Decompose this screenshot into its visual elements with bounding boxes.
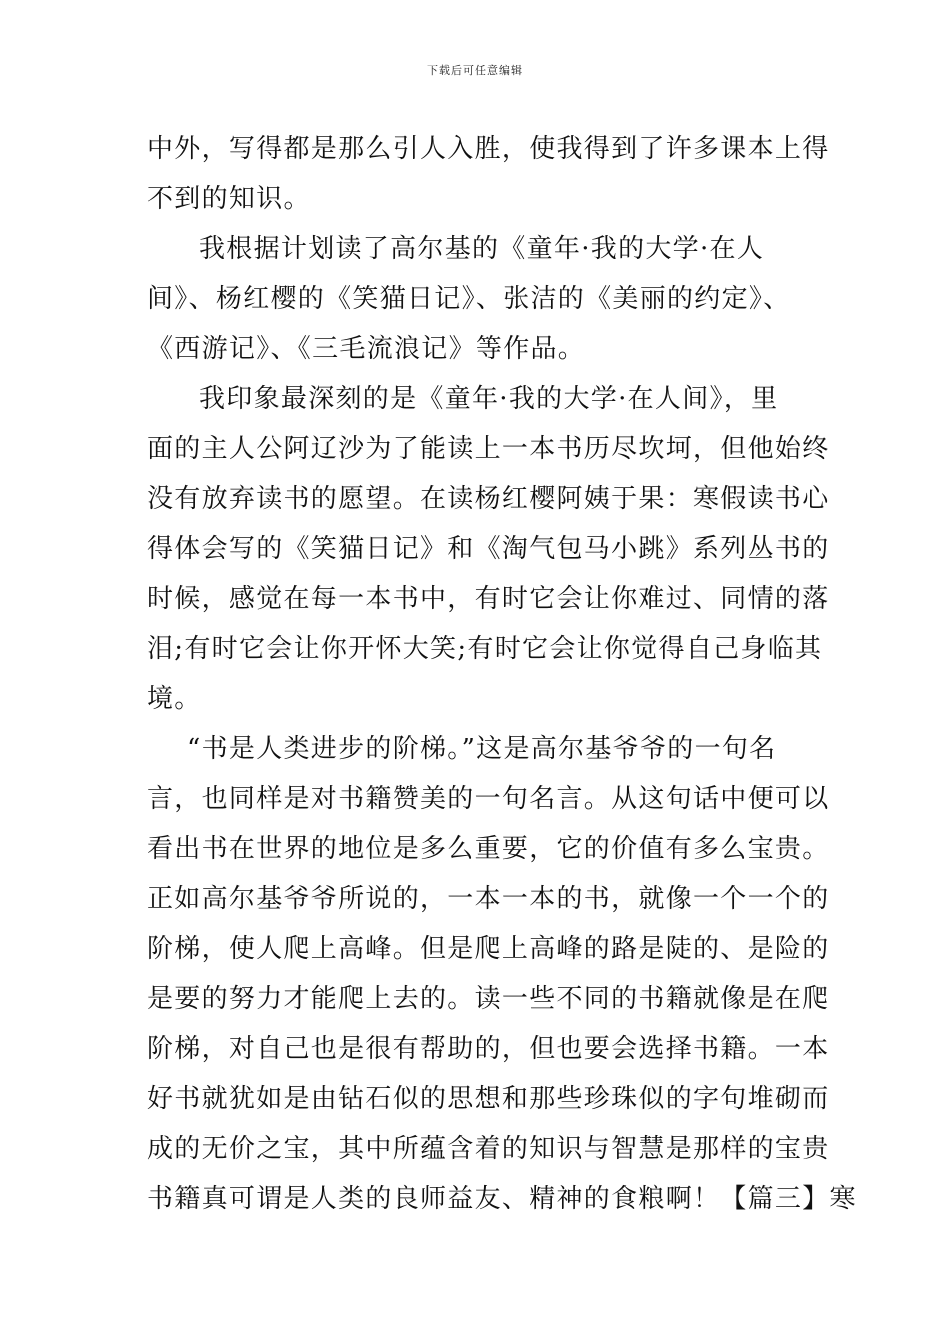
- text-line: 阶梯，使人爬上高峰。但是爬上高峰的路是陡的、是险的: [147, 934, 830, 964]
- text-line: 面的主人公阿辽沙为了能读上一本书历尽坎坷，但他始终: [147, 434, 830, 464]
- text-line: 我印象最深刻的是《童年·我的大学·在人间》，里: [199, 384, 779, 414]
- text-line: 成的无价之宝，其中所蕴含着的知识与智慧是那样的宝贵: [147, 1134, 830, 1164]
- text-line: 是要的努力才能爬上去的。读一些不同的书籍就像是在爬: [147, 984, 830, 1014]
- text-line: 中外，写得都是那么引人入胜，使我得到了许多课本上得: [147, 134, 830, 164]
- paragraph: [147, 374, 830, 724]
- text-line: 泪;有时它会让你开怀大笑;有时它会让你觉得自己身临其: [147, 634, 823, 664]
- page-header: 下载后可任意编辑: [427, 64, 523, 77]
- text-line: 正如高尔基爷爷所说的，一本一本的书，就像一个一个的: [147, 884, 830, 914]
- text-line: 境。: [147, 684, 202, 714]
- text-line: 言，也同样是对书籍赞美的一句名言。从这句话中便可以: [147, 784, 830, 814]
- text-line: “书是人类进步的阶梯。”这是高尔基爷爷的一句名: [187, 734, 777, 764]
- text-line: 间》、杨红樱的《笑猫日记》、张洁的《美丽的约定》、: [147, 284, 791, 314]
- text-line: 不到的知识。: [147, 184, 311, 214]
- text-line: 好书就犹如是由钻石似的思想和那些珍珠似的字句堆砌而: [147, 1084, 830, 1114]
- paragraph: [147, 124, 830, 224]
- text-line: 《西游记》、《三毛流浪记》等作品。: [147, 334, 586, 364]
- document-body: [147, 124, 857, 1224]
- text-line: 得体会写的《笑猫日记》和《淘气包马小跳》系列丛书的: [147, 534, 830, 564]
- text-line: 没有放弃读书的愿望。在读杨红樱阿姨于果：寒假读书心: [147, 484, 830, 514]
- text-line: 我根据计划读了高尔基的《童年·我的大学·在人: [199, 234, 765, 264]
- text-line: 阶梯，对自己也是很有帮助的，但也要会选择书籍。一本: [147, 1034, 830, 1064]
- text-line: 书籍真可谓是人类的良师益友、精神的食粮啊！【篇三】寒: [147, 1184, 857, 1214]
- text-line: 看出书在世界的地位是多么重要，它的价值有多么宝贵。: [147, 834, 830, 864]
- paragraph: [147, 724, 857, 1224]
- text-line: 时候，感觉在每一本书中，有时它会让你难过、同情的落: [147, 584, 830, 614]
- paragraph: [147, 224, 807, 374]
